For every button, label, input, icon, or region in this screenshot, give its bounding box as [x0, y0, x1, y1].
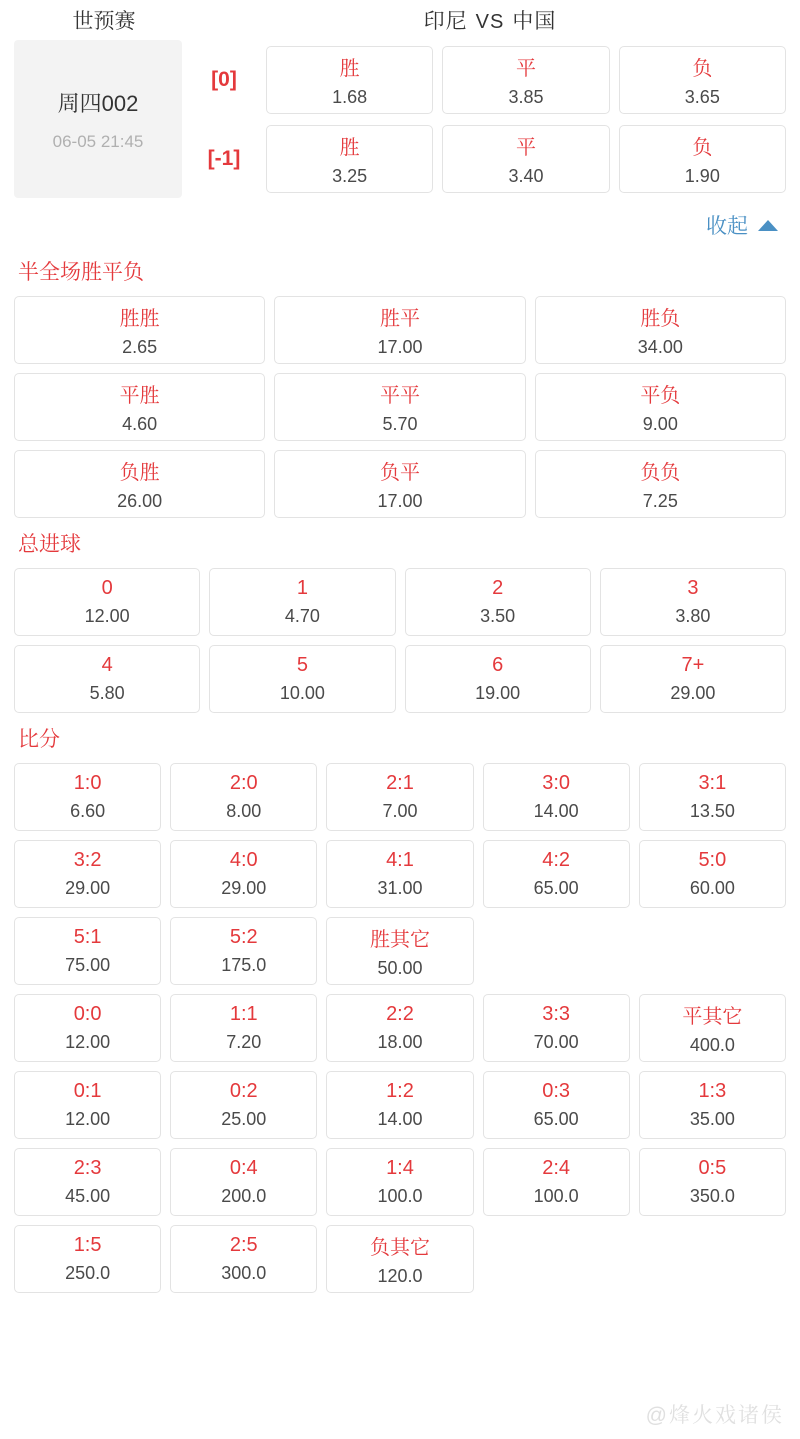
section-grid — [14, 568, 786, 713]
vs-label: VS — [475, 11, 505, 33]
section-title: 半全场胜平负 — [18, 261, 144, 284]
odds-option-label: 4:0 — [229, 849, 258, 871]
odds-cell-value: 3.85 — [508, 86, 544, 107]
odds-option-value: 75.00 — [65, 955, 111, 975]
odds-option-value: 5.80 — [89, 683, 125, 703]
handicap-label: [-1] — [207, 146, 241, 170]
odds-option-cell[interactable] — [14, 1071, 161, 1139]
odds-option-value: 3.50 — [480, 606, 516, 626]
odds-row — [182, 119, 786, 198]
odds-cell-lose[interactable] — [619, 125, 786, 193]
odds-option-label: 1:0 — [73, 772, 102, 794]
odds-option-cell[interactable] — [639, 1071, 786, 1139]
odds-option-label: 1:2 — [386, 1080, 414, 1102]
odds-option-value: 7.20 — [226, 1032, 262, 1052]
section-title: 比分 — [18, 728, 60, 751]
odds-option-label: 平平 — [379, 385, 420, 407]
odds-option-label: 5:2 — [229, 926, 258, 948]
odds-option-cell[interactable] — [535, 373, 786, 441]
odds-option-value: 19.00 — [475, 683, 521, 703]
odds-option-value: 29.00 — [65, 878, 111, 898]
odds-option-value: 8.00 — [226, 801, 262, 821]
odds-option-cell[interactable] — [14, 840, 161, 908]
odds-option-label: 1:5 — [73, 1234, 102, 1256]
section-title: 总进球 — [18, 533, 81, 556]
odds-cell-win[interactable] — [266, 46, 433, 114]
odds-option-label: 0:1 — [73, 1080, 102, 1102]
odds-option-label: 2:0 — [229, 772, 258, 794]
odds-option-label: 0:3 — [542, 1080, 571, 1102]
odds-option-cell[interactable] — [170, 917, 317, 985]
odds-option-cell[interactable] — [170, 1148, 317, 1216]
odds-option-label: 1:4 — [386, 1157, 414, 1179]
odds-option-cell[interactable] — [170, 840, 317, 908]
odds-cell-draw[interactable] — [442, 125, 609, 193]
odds-option-value: 100.0 — [533, 1186, 579, 1206]
odds-option-label: 2:1 — [386, 772, 414, 794]
odds-option-label: 胜平 — [379, 308, 420, 330]
odds-option-value: 6.60 — [70, 801, 106, 821]
odds-option-cell[interactable] — [600, 645, 786, 713]
odds-option-value: 400.0 — [689, 1035, 735, 1055]
odds-option-cell[interactable] — [326, 1225, 473, 1293]
odds-option-label: 4:1 — [386, 849, 414, 871]
odds-option-cell[interactable] — [274, 296, 525, 364]
odds-option-value: 14.00 — [377, 1109, 423, 1129]
odds-cell-value: 3.25 — [332, 165, 368, 186]
odds-option-label: 0:4 — [229, 1157, 258, 1179]
odds-cell-lose[interactable] — [619, 46, 786, 114]
section-total-goals — [0, 528, 800, 713]
odds-option-label: 2 — [492, 577, 504, 599]
odds-option-cell[interactable] — [170, 1225, 317, 1293]
odds-option-label: 平胜 — [119, 385, 160, 407]
main-odds-block — [0, 40, 800, 198]
odds-cell-value: 1.90 — [684, 165, 720, 186]
odds-option-value: 100.0 — [377, 1186, 423, 1206]
odds-option-value: 3.80 — [675, 606, 711, 626]
odds-option-label: 0:0 — [73, 1003, 102, 1025]
watermark: @烽火戏诸侯 — [645, 1404, 784, 1427]
odds-option-label: 4 — [101, 654, 113, 676]
odds-option-label: 0:5 — [698, 1157, 727, 1179]
caret-up-icon[interactable] — [758, 220, 778, 231]
odds-option-value: 29.00 — [670, 683, 716, 703]
odds-option-cell[interactable] — [326, 840, 473, 908]
odds-cell-value: 3.65 — [684, 86, 720, 107]
odds-option-value: 17.00 — [377, 337, 423, 357]
odds-option-value: 4.60 — [122, 414, 158, 434]
odds-option-cell[interactable] — [639, 763, 786, 831]
odds-option-label: 胜负 — [640, 308, 681, 330]
odds-option-cell[interactable] — [14, 1225, 161, 1293]
odds-option-cell[interactable] — [14, 568, 200, 636]
odds-option-label: 2:2 — [386, 1003, 414, 1025]
odds-option-cell[interactable] — [600, 568, 786, 636]
odds-option-cell[interactable] — [170, 994, 317, 1062]
odds-option-cell[interactable] — [405, 568, 591, 636]
collapse-button[interactable]: 收起 — [706, 215, 748, 238]
odds-option-value: 12.00 — [65, 1032, 111, 1052]
odds-cell-label: 平 — [515, 57, 536, 80]
odds-option-cell[interactable] — [535, 296, 786, 364]
team-away: 中国 — [512, 10, 557, 33]
odds-option-value: 2.65 — [122, 337, 158, 357]
odds-option-value: 350.0 — [689, 1186, 735, 1206]
odds-option-label: 2:4 — [542, 1157, 571, 1179]
odds-option-value: 120.0 — [377, 1266, 423, 1286]
odds-cell-label: 负 — [692, 136, 713, 159]
odds-option-value: 5.70 — [382, 414, 418, 434]
section-score — [0, 723, 800, 1293]
odds-option-cell[interactable] — [483, 994, 630, 1062]
odds-option-label: 胜胜 — [119, 308, 160, 330]
odds-cell-value: 3.40 — [508, 165, 544, 186]
odds-option-cell[interactable] — [483, 840, 630, 908]
odds-option-cell[interactable] — [326, 994, 473, 1062]
odds-option-cell[interactable] — [326, 1148, 473, 1216]
odds-option-label: 5:1 — [73, 926, 102, 948]
odds-option-label: 2:5 — [229, 1234, 258, 1256]
odds-option-label: 2:3 — [73, 1157, 102, 1179]
odds-cell-label: 平 — [515, 136, 536, 159]
odds-option-cell[interactable] — [326, 763, 473, 831]
section-grid — [14, 763, 786, 1293]
odds-option-cell[interactable] — [483, 763, 630, 831]
odds-option-label: 4:2 — [542, 849, 571, 871]
odds-option-cell[interactable] — [405, 645, 591, 713]
odds-option-value: 35.00 — [689, 1109, 735, 1129]
odds-option-value: 7.00 — [382, 801, 418, 821]
odds-option-value: 17.00 — [377, 491, 423, 511]
odds-cells — [266, 46, 786, 114]
odds-option-value: 34.00 — [637, 337, 683, 357]
odds-option-value: 26.00 — [117, 491, 163, 511]
odds-option-cell[interactable] — [14, 645, 200, 713]
odds-option-cell[interactable] — [14, 296, 265, 364]
odds-option-cell[interactable] — [483, 1148, 630, 1216]
odds-option-label: 6 — [492, 654, 504, 676]
odds-sections — [0, 256, 800, 1293]
odds-option-cell[interactable] — [483, 1071, 630, 1139]
odds-option-value: 12.00 — [65, 1109, 111, 1129]
odds-option-label: 平其它 — [682, 1006, 743, 1028]
odds-option-cell[interactable] — [209, 568, 395, 636]
odds-option-label: 1:1 — [229, 1003, 258, 1025]
odds-option-cell[interactable] — [170, 1071, 317, 1139]
odds-option-cell[interactable] — [14, 373, 265, 441]
odds-option-cell[interactable] — [274, 373, 525, 441]
odds-cell-label: 负 — [692, 57, 713, 80]
odds-option-cell[interactable] — [14, 763, 161, 831]
odds-option-value: 7.25 — [642, 491, 678, 511]
odds-cells — [266, 125, 786, 193]
odds-option-value: 175.0 — [221, 955, 267, 975]
odds-option-label: 负其它 — [369, 1237, 430, 1259]
odds-option-value: 10.00 — [279, 683, 325, 703]
odds-option-label: 5:0 — [698, 849, 727, 871]
section-half-full — [0, 256, 800, 518]
odds-option-label: 1:3 — [698, 1080, 727, 1102]
match-info-card[interactable] — [14, 40, 182, 198]
odds-cell-value: 1.68 — [332, 86, 368, 107]
odds-option-label: 0:2 — [229, 1080, 258, 1102]
odds-cell-draw[interactable] — [442, 46, 609, 114]
odds-option-label: 3:0 — [542, 772, 571, 794]
odds-option-label: 5 — [296, 654, 308, 676]
odds-row — [182, 40, 786, 119]
odds-option-value: 250.0 — [65, 1263, 111, 1283]
odds-option-label: 负平 — [379, 462, 420, 484]
odds-option-value: 200.0 — [221, 1186, 267, 1206]
match-time: 06-05 21:45 — [52, 131, 144, 151]
odds-option-value: 70.00 — [533, 1032, 579, 1052]
odds-option-value: 65.00 — [533, 1109, 579, 1129]
odds-option-value: 60.00 — [689, 878, 735, 898]
odds-option-value: 65.00 — [533, 878, 579, 898]
odds-option-value: 31.00 — [377, 878, 423, 898]
odds-option-label: 3:2 — [73, 849, 102, 871]
odds-cell-label: 胜 — [339, 57, 360, 80]
odds-option-label: 3:3 — [542, 1003, 571, 1025]
odds-cell-label: 胜 — [339, 136, 360, 159]
page-header — [0, 0, 800, 40]
odds-option-value: 9.00 — [642, 414, 678, 434]
odds-option-cell[interactable] — [209, 645, 395, 713]
odds-option-label: 0 — [101, 577, 113, 599]
odds-option-label: 3:1 — [698, 772, 727, 794]
odds-option-cell[interactable] — [14, 1148, 161, 1216]
odds-option-value: 12.00 — [84, 606, 130, 626]
odds-option-cell[interactable] — [326, 1071, 473, 1139]
odds-option-cell[interactable] — [535, 450, 786, 518]
team-home: 印尼 — [423, 10, 468, 33]
odds-option-cell[interactable] — [14, 994, 161, 1062]
odds-option-label: 胜其它 — [369, 929, 430, 951]
handicap-label: [0] — [211, 67, 237, 91]
odds-option-value: 18.00 — [377, 1032, 423, 1052]
odds-option-cell[interactable] — [639, 840, 786, 908]
odds-option-cell[interactable] — [14, 917, 161, 985]
odds-option-cell[interactable] — [639, 1148, 786, 1216]
odds-option-label: 3 — [687, 577, 699, 599]
main-odds-rows — [182, 40, 786, 198]
odds-option-label: 1 — [296, 577, 308, 599]
odds-option-label: 负胜 — [119, 462, 160, 484]
odds-option-label: 负负 — [640, 462, 681, 484]
odds-option-cell[interactable] — [170, 763, 317, 831]
odds-option-value: 300.0 — [221, 1263, 267, 1283]
odds-option-value: 14.00 — [533, 801, 579, 821]
odds-option-cell[interactable] — [639, 994, 786, 1062]
collapse-row — [0, 198, 800, 246]
matchup-title — [194, 5, 786, 35]
odds-option-value: 4.70 — [284, 606, 320, 626]
odds-option-cell[interactable] — [14, 450, 265, 518]
match-number: 周四002 — [57, 90, 139, 116]
odds-option-value: 50.00 — [377, 958, 423, 978]
odds-cell-win[interactable] — [266, 125, 433, 193]
odds-option-label: 7+ — [681, 654, 705, 676]
odds-option-value: 29.00 — [221, 878, 267, 898]
odds-option-value: 45.00 — [65, 1186, 111, 1206]
odds-option-label: 平负 — [640, 385, 681, 407]
odds-option-value: 25.00 — [221, 1109, 267, 1129]
odds-option-cell[interactable] — [326, 917, 473, 985]
odds-option-value: 13.50 — [689, 801, 735, 821]
league-name: 世预赛 — [72, 10, 136, 33]
odds-option-cell[interactable] — [274, 450, 525, 518]
section-grid — [14, 296, 786, 518]
